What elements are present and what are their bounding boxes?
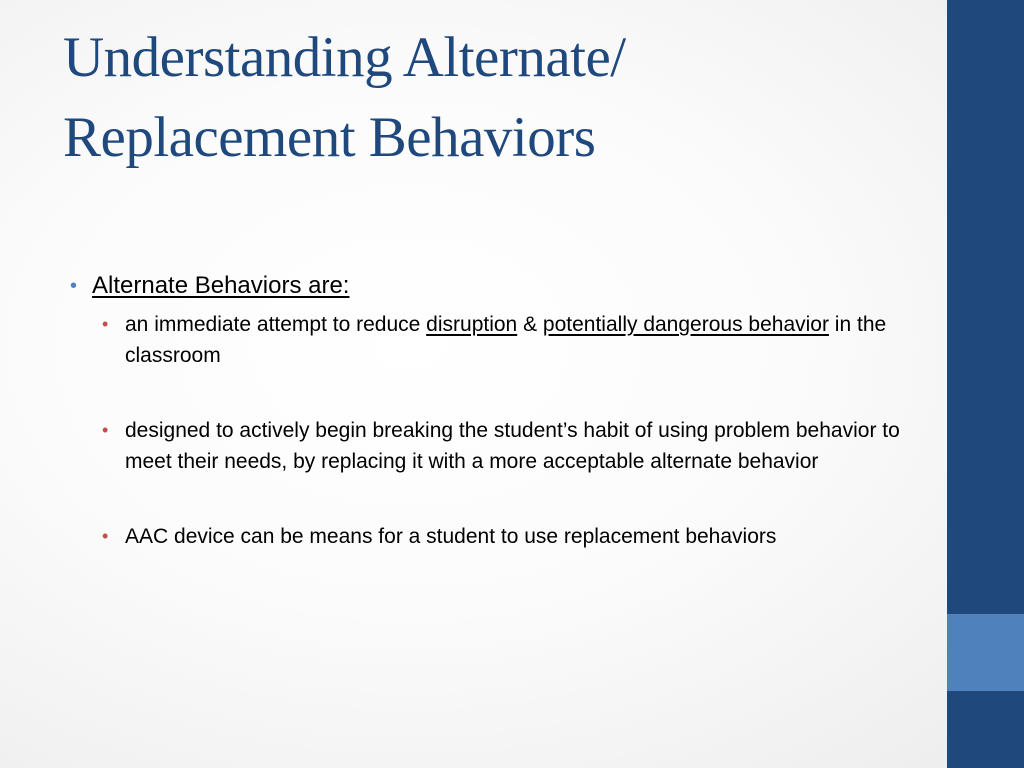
sub-bullet-text-part1: an immediate attempt to reduce <box>125 313 427 336</box>
sub-bullet-immediate-attempt <box>102 309 940 371</box>
level1-text: Alternate Behaviors are: <box>92 272 350 299</box>
sub-bullet-icon: • <box>102 526 109 546</box>
sub-bullet-text: AAC device can be means for a student to use replacement behaviors <box>125 525 777 548</box>
dangerous-behavior-term: potentially dangerous behavior <box>542 313 829 336</box>
level1-bullet-icon: • <box>70 275 78 297</box>
disruption-term: disruption <box>426 313 518 336</box>
bullet-alternate-behaviors <box>70 268 940 304</box>
slide-body <box>70 268 940 552</box>
sidebar-accent-block <box>947 614 1024 691</box>
sub-bullet-list <box>70 309 940 552</box>
sub-bullet-text-part2: & <box>517 313 543 336</box>
sub-bullet-text: designed to actively begin breaking the student’s habit of using problem behavior to meet their needs, by replacing it with a more acceptable alternate behavior <box>125 419 900 473</box>
slide-title <box>63 18 923 178</box>
sub-bullet-icon: • <box>102 314 109 334</box>
sub-bullet-icon: • <box>102 420 109 440</box>
title-line-1: Understanding Alternate/ <box>63 26 626 89</box>
sub-bullet-designed <box>102 415 940 477</box>
sub-bullet-aac-device <box>102 521 940 552</box>
sub-bullet-text-part3: in the classroom <box>125 313 887 367</box>
title-line-2: Replacement Behaviors <box>63 106 596 169</box>
